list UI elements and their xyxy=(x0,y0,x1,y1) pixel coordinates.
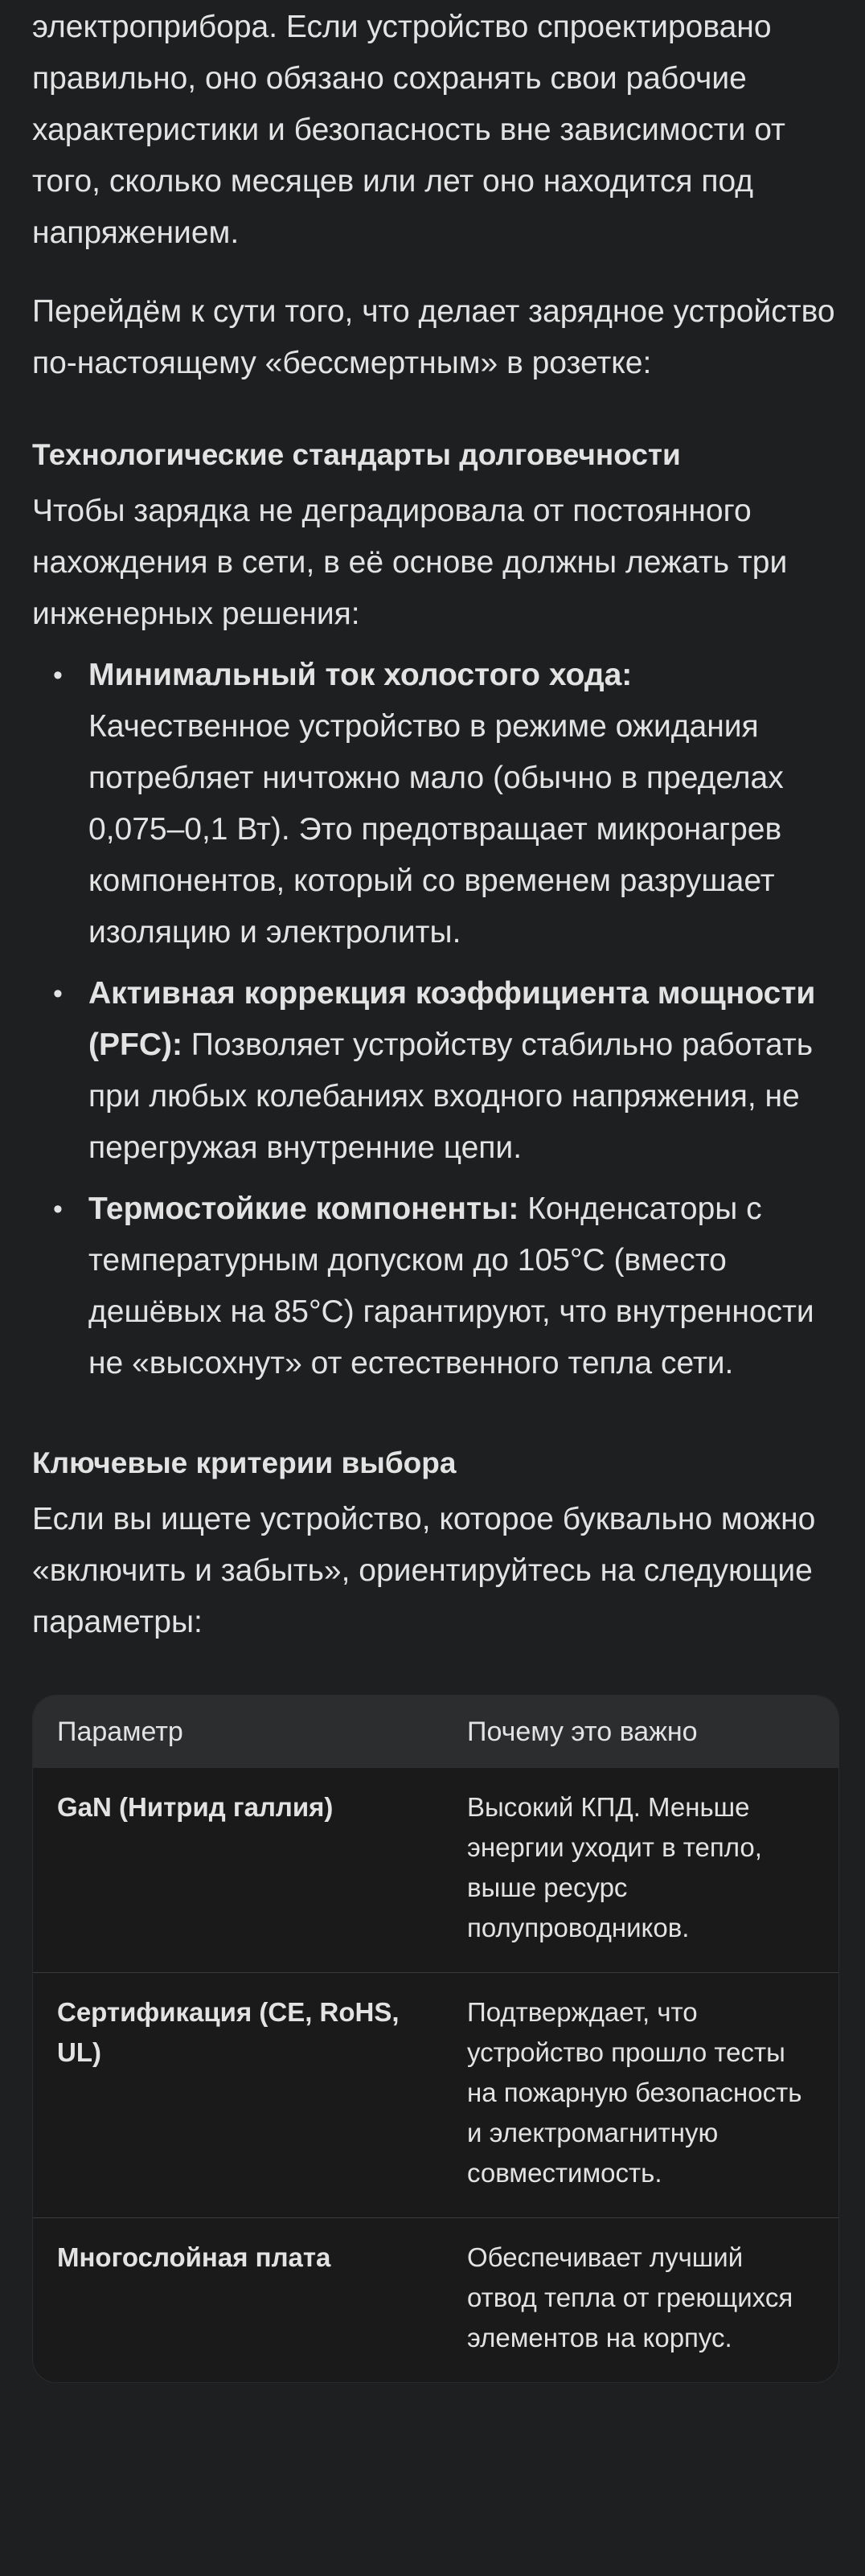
bullet-list xyxy=(32,650,838,1389)
bullet-text: Позволяет устройству стабильно работать при любых колебаниях входного напряжения, не перегружая внутренние цепи. xyxy=(88,1028,814,1165)
table-cell-why: Подтверждает, что устройство прошло тесты на пожарную безопасность и электромагнитную совместимость. xyxy=(443,1973,838,2218)
list-item xyxy=(32,650,838,958)
table-header-why: Почему это важно xyxy=(467,1717,698,1747)
bullet-dot-icon: • xyxy=(53,1194,63,1224)
bullet-dot-icon: • xyxy=(53,978,63,1009)
bullet-text: Качественное устройство в режиме ожидания потребляет ничтожно мало (обычно в пределах 0,075–0,1 Вт). Это предотвращает микронагрев компонентов, который со временем разрушает изоляцию и электролиты. xyxy=(88,709,784,950)
list-item xyxy=(32,968,838,1174)
section-intro-durability: Чтобы зарядка не деградировала от постоянного нахождения в сети, в её основе должны лежать три инженерных решения: xyxy=(32,494,788,631)
bullet-label: Термостойкие компоненты: xyxy=(88,1192,519,1226)
table-cell-parameter: Многослойная плата xyxy=(33,2218,443,2383)
table-row xyxy=(33,1973,838,2218)
criteria-table-grid xyxy=(33,1696,838,2382)
table-cell-parameter: Сертификация (CE, RoHS, UL) xyxy=(33,1973,443,2218)
table-row xyxy=(33,1768,838,1973)
table-header-parameter: Параметр xyxy=(57,1717,183,1747)
table-cell-why: Обеспечивает лучший отвод тепла от греющихся элементов на корпус. xyxy=(443,2218,838,2383)
table-cell-why: Высокий КПД. Меньше энергии уходит в тепло, выше ресурс полупроводников. xyxy=(467,1792,762,1942)
bullet-dot-icon: • xyxy=(53,660,63,691)
bullet-label: Активная коррекция коэффициента мощности (PFC): xyxy=(88,976,816,1062)
section-title-criteria: Ключевые критерии выбора xyxy=(32,1446,457,1479)
bullet-text: Конденсаторы с температурным допуском до 105°C (вместо дешёвых на 85°C) гарантируют, что внутренности не «высохнут» от естественного тепла сети. xyxy=(88,1192,814,1380)
bullet-label: Минимальный ток холостого хода: xyxy=(88,658,633,692)
intro-paragraph-1: электроприбора. Если устройство спроектировано правильно, оно обязано сохранять свои рабочие характеристики и безопасность вне зависимости от того, сколько месяцев или лет оно находится под напряжением. xyxy=(32,10,785,250)
criteria-table xyxy=(32,1695,839,2383)
table-row xyxy=(33,2218,838,2383)
list-item xyxy=(32,1183,838,1389)
table-header-row xyxy=(33,1696,838,1768)
section-intro-criteria: Если вы ищете устройство, которое буквально можно «включить и забыть», ориентируйтесь на следующие параметры: xyxy=(32,1502,816,1639)
table-cell-parameter: GaN (Нитрид галлия) xyxy=(57,1792,334,1822)
intro-paragraph-2: Перейдём к сути того, что делает зарядное устройство по-настоящему «бессмертным» в розетке: xyxy=(32,294,835,380)
section-title-durability: Технологические стандарты долговечности xyxy=(32,438,681,471)
